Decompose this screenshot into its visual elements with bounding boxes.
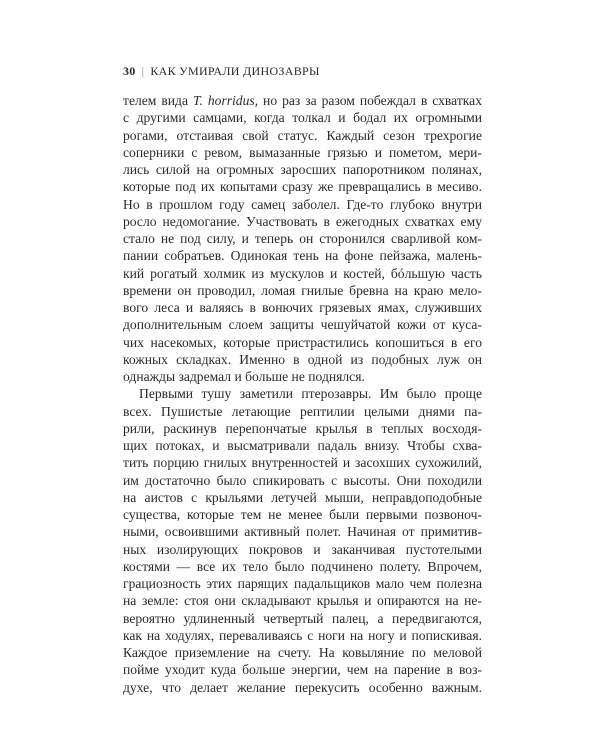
text-line: с другими самцами, когда толкал и бодал их огромными <box>123 110 482 126</box>
text-line: Но в прошлом году самец заболел. Где-то глубоко внутри <box>123 196 482 212</box>
text-line: чих насекомых, которые пристрастились копошиться в его <box>123 334 482 350</box>
text-line: всех. Пушистые летающие рептилии целыми днями па- <box>123 403 482 419</box>
text-line: однажды задремал и больше не поднялся. <box>123 369 365 384</box>
text-line: им достаточно было спикировать с высоты. Они походили <box>123 472 482 488</box>
body-text <box>123 92 482 696</box>
text-line: Каждое приземление на счету. На ковыляние по меловой <box>123 645 482 660</box>
running-head <box>123 64 320 79</box>
text-line: тить порцию гнилых внутренностей и засохших сухожилий, <box>123 455 482 471</box>
paragraph-1 <box>123 92 482 385</box>
text-line: на аистов с крыльями летучей мыши, неправдоподобные <box>123 489 482 505</box>
text-line: пойме уходит куда больше энергии, чем на парение в воз- <box>123 662 482 678</box>
text-line: пании собратьев. Одинокая тень на фоне пейзажа, малень- <box>123 248 482 264</box>
text-line: ных изолирующих покровов и заканчивая пустотелыми <box>123 541 482 557</box>
text-line: кожных складках. Именно в одной из подобных луж он <box>123 351 482 367</box>
text-line: щих потоках, и высматривали падаль внизу. Чтобы схва- <box>123 438 482 453</box>
header-separator: | <box>141 64 145 78</box>
text-line: костями — все их тело было подчинено полету. Впрочем, <box>123 558 482 574</box>
paragraph-2 <box>123 385 482 696</box>
text-line: стало не под силу, и теперь он сторонился сварливой ком- <box>123 231 482 246</box>
page-number: 30 <box>123 64 136 78</box>
text-line: Первыми тушу заметили птерозавры. Им было проще <box>139 386 482 402</box>
text-line: вероятно удлиненный четвертый палец, а передвигаются, <box>123 610 482 626</box>
text-line: времени он проводил, ломая гнилые бревна на краю мело- <box>123 282 482 298</box>
species-name: T. horridus <box>192 93 255 108</box>
text-line: росло недомогание. Участвовать в ежегодных схватках ему <box>123 213 482 229</box>
text-line: лись силой на огромных заросших папоротником полянах, <box>123 162 482 177</box>
text-line: существа, которые тем не менее были первыми позвоноч- <box>123 507 482 522</box>
text-line: грациозность этих парящих падальщиков мало чем полезна <box>123 576 482 591</box>
text-line: на земле: стоя они складывают крылья и опираются на не- <box>123 593 482 609</box>
text-line: рогами, отстаивая свой статус. Каждый сезон трехрогие <box>123 127 482 143</box>
text-line: кий рогатый холмик из мускулов и костей, бóльшую часть <box>123 265 482 281</box>
book-title: КАК УМИРАЛИ ДИНОЗАВРЫ <box>150 64 320 78</box>
text-line: духе, что делает желание перекусить особенно важным. <box>123 679 482 695</box>
text-line: телем вида T. horridus, но раз за разом побеждал в схватках <box>123 93 482 108</box>
text-line: соперники с ревом, вымазанные грязью и пометом, мери- <box>123 144 482 160</box>
text-line: как на ходулях, переваливаясь с ноги на ногу и попискивая. <box>123 627 482 643</box>
text-line: вого леса и валяясь в вонючих грязевых ямах, служивших <box>123 300 482 315</box>
text-line: которые под их копытами сразу же превращались в месиво. <box>123 179 482 195</box>
text-line: рили, раскинув перепончатые крылья в теплых восходя- <box>123 420 482 436</box>
text-line: дополнительным слоем защиты чешуйчатой кожи от куса- <box>123 317 482 333</box>
text-line: ными, освоившими активный полет. Начиная от примитив- <box>123 524 482 540</box>
